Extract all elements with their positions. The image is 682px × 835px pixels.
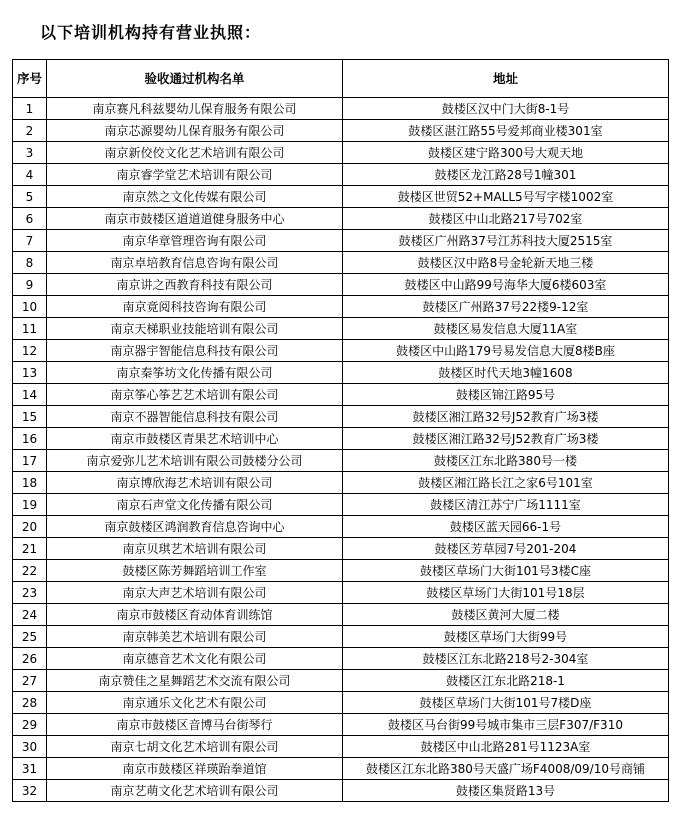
row-name: 南京市鼓楼区祥瑛跆拳道馆 xyxy=(47,758,343,780)
row-index: 27 xyxy=(13,670,47,692)
header-index: 序号 xyxy=(13,60,47,98)
header-address: 地址 xyxy=(343,60,669,98)
row-name: 南京秦筝坊文化传播有限公司 xyxy=(47,362,343,384)
row-address: 鼓楼区湘江路32号J52教育广场3楼 xyxy=(343,428,669,450)
row-address: 鼓楼区广州路37号22楼9-12室 xyxy=(343,296,669,318)
table-row xyxy=(13,626,669,648)
row-address: 鼓楼区湘江路长江之家6号101室 xyxy=(343,472,669,494)
row-name: 鼓楼区陈芳舞蹈培训工作室 xyxy=(47,560,343,582)
row-index: 4 xyxy=(13,164,47,186)
row-index: 26 xyxy=(13,648,47,670)
table-row xyxy=(13,230,669,252)
row-index: 18 xyxy=(13,472,47,494)
table-row xyxy=(13,186,669,208)
row-index: 21 xyxy=(13,538,47,560)
row-index: 9 xyxy=(13,274,47,296)
table-row xyxy=(13,340,669,362)
table-row xyxy=(13,362,669,384)
table-row xyxy=(13,736,669,758)
table-row xyxy=(13,428,669,450)
row-index: 20 xyxy=(13,516,47,538)
row-name: 南京韩美艺术培训有限公司 xyxy=(47,626,343,648)
row-index: 12 xyxy=(13,340,47,362)
row-index: 11 xyxy=(13,318,47,340)
row-address: 鼓楼区蓝天园66-1号 xyxy=(343,516,669,538)
row-address: 鼓楼区江东北路380号天盛广场F4008/09/10号商铺 xyxy=(343,758,669,780)
row-address: 鼓楼区湘江路32号J52教育广场3楼 xyxy=(343,406,669,428)
row-index: 5 xyxy=(13,186,47,208)
row-name: 南京通乐文化艺术有限公司 xyxy=(47,692,343,714)
row-address: 鼓楼区清江苏宁广场1111室 xyxy=(343,494,669,516)
row-address: 鼓楼区建宁路300号大观天地 xyxy=(343,142,669,164)
table-row xyxy=(13,142,669,164)
row-index: 15 xyxy=(13,406,47,428)
table-row xyxy=(13,296,669,318)
row-address: 鼓楼区中山路179号易发信息大厦8楼B座 xyxy=(343,340,669,362)
row-address: 鼓楼区龙江路28号1幢301 xyxy=(343,164,669,186)
row-name: 南京爱弥儿艺术培训有限公司鼓楼分公司 xyxy=(47,450,343,472)
row-name: 南京石声堂文化传播有限公司 xyxy=(47,494,343,516)
table-row xyxy=(13,406,669,428)
table-row xyxy=(13,318,669,340)
row-address: 鼓楼区草场门大街101号3楼C座 xyxy=(343,560,669,582)
row-name: 南京睿学堂艺术培训有限公司 xyxy=(47,164,343,186)
row-name: 南京市鼓楼区青果艺术培训中心 xyxy=(47,428,343,450)
row-index: 25 xyxy=(13,626,47,648)
row-name: 南京市鼓楼区育动体育训练馆 xyxy=(47,604,343,626)
row-index: 24 xyxy=(13,604,47,626)
institution-table xyxy=(12,59,669,802)
row-name: 南京华章管理咨询有限公司 xyxy=(47,230,343,252)
row-address: 鼓楼区湛江路55号爱邦商业楼301室 xyxy=(343,120,669,142)
row-address: 鼓楼区锦江路95号 xyxy=(343,384,669,406)
row-name: 南京赞佳之星舞蹈艺术交流有限公司 xyxy=(47,670,343,692)
table-row xyxy=(13,758,669,780)
table-row xyxy=(13,472,669,494)
row-index: 19 xyxy=(13,494,47,516)
row-index: 30 xyxy=(13,736,47,758)
table-row xyxy=(13,670,669,692)
table-row xyxy=(13,648,669,670)
row-name: 南京七胡文化艺术培训有限公司 xyxy=(47,736,343,758)
row-name: 南京赛凡科兹婴幼儿保育服务有限公司 xyxy=(47,98,343,120)
table-row xyxy=(13,208,669,230)
row-index: 16 xyxy=(13,428,47,450)
row-index: 31 xyxy=(13,758,47,780)
row-name: 南京贝琪艺术培训有限公司 xyxy=(47,538,343,560)
row-index: 10 xyxy=(13,296,47,318)
row-name: 南京德音艺术文化有限公司 xyxy=(47,648,343,670)
row-address: 鼓楼区世贸52+MALL5号写字楼1002室 xyxy=(343,186,669,208)
row-name: 南京筝心筝艺艺术培训有限公司 xyxy=(47,384,343,406)
row-index: 13 xyxy=(13,362,47,384)
row-address: 鼓楼区易发信息大厦11A室 xyxy=(343,318,669,340)
row-name: 南京艺萌文化艺术培训有限公司 xyxy=(47,780,343,802)
table-row xyxy=(13,538,669,560)
row-address: 鼓楼区草场门大街99号 xyxy=(343,626,669,648)
row-name: 南京大声艺术培训有限公司 xyxy=(47,582,343,604)
row-name: 南京竟阅科技咨询有限公司 xyxy=(47,296,343,318)
row-address: 鼓楼区江东北路218号2-304室 xyxy=(343,648,669,670)
row-index: 2 xyxy=(13,120,47,142)
table-row xyxy=(13,582,669,604)
row-name: 南京芯源婴幼儿保育服务有限公司 xyxy=(47,120,343,142)
row-name: 南京博欣海艺术培训有限公司 xyxy=(47,472,343,494)
table-row xyxy=(13,450,669,472)
row-index: 1 xyxy=(13,98,47,120)
row-name: 南京市鼓楼区道道道健身服务中心 xyxy=(47,208,343,230)
row-index: 3 xyxy=(13,142,47,164)
row-address: 鼓楼区汉中路8号金轮新天地三楼 xyxy=(343,252,669,274)
table-row xyxy=(13,516,669,538)
row-address: 鼓楼区江东北路218-1 xyxy=(343,670,669,692)
table-row xyxy=(13,714,669,736)
row-name: 南京器宇智能信息科技有限公司 xyxy=(47,340,343,362)
row-index: 6 xyxy=(13,208,47,230)
table-row xyxy=(13,164,669,186)
row-address: 鼓楼区草场门大街101号7楼D座 xyxy=(343,692,669,714)
row-address: 鼓楼区江东北路380号一楼 xyxy=(343,450,669,472)
table-row xyxy=(13,780,669,802)
row-index: 8 xyxy=(13,252,47,274)
row-index: 32 xyxy=(13,780,47,802)
row-index: 7 xyxy=(13,230,47,252)
table-row xyxy=(13,494,669,516)
row-address: 鼓楼区中山北路217号702室 xyxy=(343,208,669,230)
table-row xyxy=(13,252,669,274)
row-index: 23 xyxy=(13,582,47,604)
table-row xyxy=(13,274,669,296)
row-name: 南京讲之西教育科技有限公司 xyxy=(47,274,343,296)
page-title: 以下培训机构持有营业执照： xyxy=(40,23,262,42)
table-row xyxy=(13,98,669,120)
row-index: 22 xyxy=(13,560,47,582)
table-row xyxy=(13,120,669,142)
row-address: 鼓楼区芳草园7号201-204 xyxy=(343,538,669,560)
table-row xyxy=(13,692,669,714)
table-header-row xyxy=(13,60,669,98)
row-address: 鼓楼区马台街99号城市集市三层F307/F310 xyxy=(343,714,669,736)
row-address: 鼓楼区广州路37号江苏科技大厦2515室 xyxy=(343,230,669,252)
header-name: 验收通过机构名单 xyxy=(47,60,343,98)
table-row xyxy=(13,560,669,582)
row-index: 14 xyxy=(13,384,47,406)
table-body xyxy=(13,98,669,802)
row-name: 南京天梯职业技能培训有限公司 xyxy=(47,318,343,340)
row-address: 鼓楼区时代天地3幢1608 xyxy=(343,362,669,384)
row-name: 南京然之文化传媒有限公司 xyxy=(47,186,343,208)
row-index: 17 xyxy=(13,450,47,472)
table-row xyxy=(13,384,669,406)
row-name: 南京市鼓楼区音博马台街琴行 xyxy=(47,714,343,736)
row-address: 鼓楼区中山北路281号1123A室 xyxy=(343,736,669,758)
row-index: 28 xyxy=(13,692,47,714)
row-name: 南京新佼佼文化艺术培训有限公司 xyxy=(47,142,343,164)
row-address: 鼓楼区草场门大街101号18层 xyxy=(343,582,669,604)
row-address: 鼓楼区集贤路13号 xyxy=(343,780,669,802)
row-address: 鼓楼区汉中门大街8-1号 xyxy=(343,98,669,120)
table-row xyxy=(13,604,669,626)
row-address: 鼓楼区黄河大厦二楼 xyxy=(343,604,669,626)
row-name: 南京卓培教育信息咨询有限公司 xyxy=(47,252,343,274)
row-index: 29 xyxy=(13,714,47,736)
row-address: 鼓楼区中山路99号海华大厦6楼603室 xyxy=(343,274,669,296)
row-name: 南京鼓楼区鸿润教育信息咨询中心 xyxy=(47,516,343,538)
row-name: 南京不器智能信息科技有限公司 xyxy=(47,406,343,428)
